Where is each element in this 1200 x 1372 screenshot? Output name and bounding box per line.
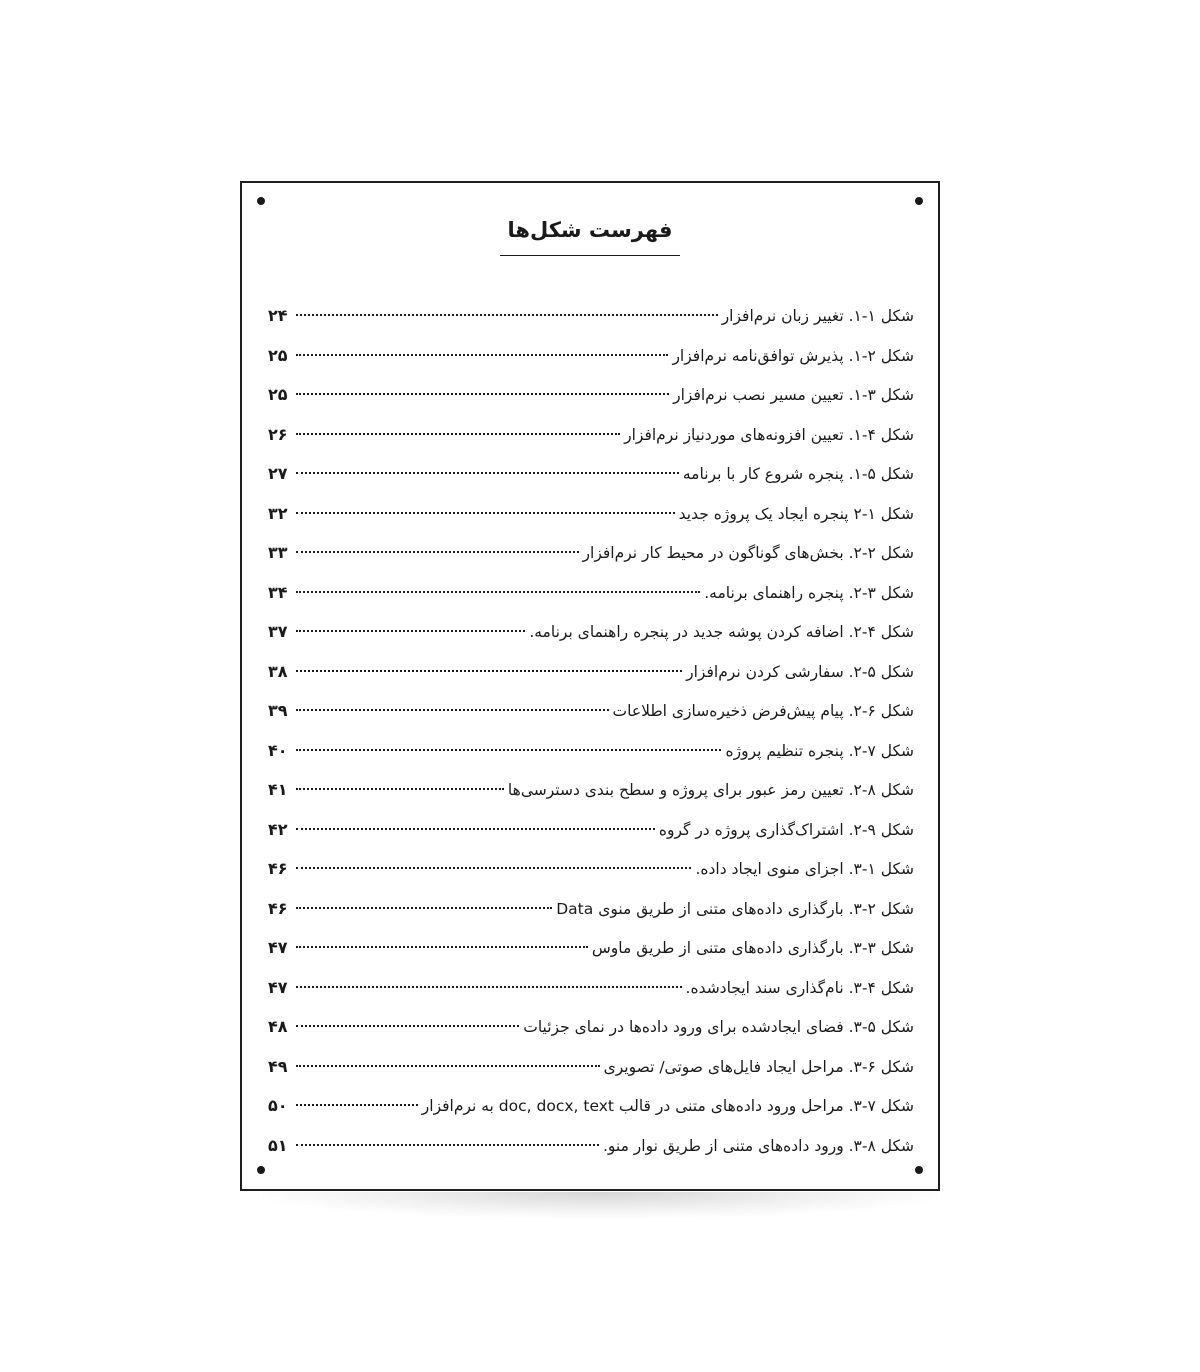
dot-leader: [296, 1104, 418, 1106]
figure-entry-label: شکل ۲-۱. پذیرش توافق‌نامه نرم‌افزار: [672, 346, 914, 365]
figure-entry-label: شکل ۵-۲. سفارشی کردن نرم‌افزار: [686, 662, 914, 681]
document-page: [240, 181, 940, 1191]
figure-entry-label: شکل ۳-۲. پنجره راهنمای برنامه.: [704, 583, 914, 602]
figure-entry: [268, 849, 914, 889]
figure-entry-page-number: ۴۰: [268, 740, 288, 760]
figure-entry-page-number: ۲۵: [268, 385, 288, 404]
figure-entry-label: شکل ۸-۳. ورود داده‌های متنی از طریق نوار منو.: [602, 1136, 914, 1155]
figure-entry: [268, 454, 914, 494]
dot-leader: [296, 314, 718, 316]
figure-entry-page-number: ۳۲: [268, 503, 288, 523]
page-shadow: [262, 1192, 938, 1218]
figure-entry: [268, 1007, 914, 1047]
figure-entry-label: شکل ۷-۳. مراحل ورود داده‌های متنی در قالب doc, docx, text به نرم‌افزار: [421, 1097, 914, 1115]
figure-entry-label: شکل ۶-۲. پیام پیش‌فرض ذخیره‌سازی اطلاعات: [612, 702, 914, 720]
dot-leader: [296, 1065, 600, 1067]
figure-entry-page-number: ۳۴: [268, 582, 288, 602]
dot-leader: [296, 749, 721, 751]
figure-entry: [268, 652, 914, 692]
figure-entry-page-number: ۴۹: [268, 1056, 288, 1076]
figure-entry: [268, 1126, 914, 1166]
figure-entry-label: شکل ۹-۲. اشتراک‌گذاری پروژه در گروه: [658, 820, 914, 839]
figure-entry: [268, 889, 914, 929]
figure-entry-label: شکل ۴-۲. اضافه کردن پوشه جدید در پنجره راهنمای برنامه.: [529, 623, 914, 641]
figure-entry: [268, 375, 914, 415]
figure-entry: [268, 1047, 914, 1087]
dot-leader: [296, 788, 504, 790]
figure-entry: [268, 770, 914, 810]
figure-entry: [268, 731, 914, 771]
figure-entry-page-number: ۳۷: [268, 622, 288, 641]
dot-leader: [296, 709, 609, 711]
dot-leader: [296, 828, 655, 830]
figure-entry-label: شکل ۵-۳. فضای ایجادشده برای ورود داده‌ها در نمای جزئیات: [523, 1018, 914, 1036]
figure-entry: [268, 928, 914, 968]
figure-entry-page-number: ۲۴: [268, 306, 288, 325]
dot-leader: [296, 986, 682, 988]
figure-entry: [268, 968, 914, 1008]
dot-leader: [296, 393, 669, 395]
figure-entry-page-number: ۵۱: [268, 1135, 288, 1155]
figure-entry: [268, 336, 914, 376]
figure-entry-page-number: ۵۰: [268, 1096, 288, 1115]
dot-leader: [296, 472, 679, 474]
figure-entry-label: شکل ۶-۳. مراحل ایجاد فایل‌های صوتی/ تصویری: [603, 1057, 914, 1076]
figure-entry-page-number: ۳۸: [268, 661, 288, 681]
figure-entry-label: شکل ۳-۱. تعیین مسیر نصب نرم‌افزار: [673, 386, 914, 404]
figure-entry-page-number: ۳۹: [268, 701, 288, 720]
figure-entry-label: شکل ۵-۱. پنجره شروع کار با برنامه: [682, 465, 914, 483]
figure-entry-page-number: ۳۳: [268, 543, 288, 562]
dot-leader: [296, 907, 552, 909]
figure-entry: [268, 296, 914, 336]
figure-entry-label: شکل ۲-۳. بارگذاری داده‌های متنی از طریق منوی Data: [556, 899, 914, 918]
figure-entry: [268, 691, 914, 731]
figure-entry: [268, 573, 914, 613]
dot-leader: [296, 630, 525, 632]
figure-entry-label: شکل ۴-۱. تعیین افزونه‌های موردنیاز نرم‌افزار: [624, 425, 914, 444]
dot-leader: [296, 354, 668, 356]
figure-entry-label: شکل ۴-۳. نام‌گذاری سند ایجادشده.: [685, 978, 914, 997]
dot-leader: [296, 591, 700, 593]
figure-entry: [268, 415, 914, 455]
corner-dot-bottom-left: [257, 1166, 265, 1174]
dot-leader: [296, 551, 579, 553]
figure-entry: [268, 1086, 914, 1126]
figure-entry: [268, 612, 914, 652]
dot-leader: [296, 670, 682, 672]
figure-entry: [268, 533, 914, 573]
figure-entry-page-number: ۴۶: [268, 859, 288, 878]
figure-entry-page-number: ۴۲: [268, 819, 288, 839]
page-title: فهرست شکل‌ها: [500, 213, 681, 256]
dot-leader: [296, 867, 691, 869]
figure-entry: [268, 494, 914, 534]
corner-dot-bottom-right: [915, 1166, 923, 1174]
figure-entry-label: شکل ۱-۳. اجزای منوی ایجاد داده.: [695, 860, 914, 878]
dot-leader: [296, 1025, 519, 1027]
figure-entry-page-number: ۴۷: [268, 977, 288, 997]
dot-leader: [296, 433, 620, 435]
title-wrapper: [242, 213, 938, 256]
figure-list: [268, 296, 914, 1165]
dot-leader: [296, 946, 588, 948]
figure-entry-page-number: ۴۱: [268, 780, 288, 799]
figure-entry-label: شکل ۸-۲. تعیین رمز عبور برای پروژه و سطح بندی دسترسی‌ها: [507, 781, 914, 799]
figure-entry-page-number: ۲۶: [268, 424, 288, 444]
figure-entry-page-number: ۴۸: [268, 1017, 288, 1036]
figure-entry-page-number: ۲۷: [268, 464, 288, 483]
corner-dot-top-right: [915, 197, 923, 205]
dot-leader: [296, 512, 675, 514]
corner-dot-top-left: [257, 197, 265, 205]
figure-entry-page-number: ۲۵: [268, 345, 288, 365]
figure-entry-label: شکل ۲-۲. بخش‌های گوناگون در محیط کار نرم‌افزار: [582, 544, 914, 562]
figure-entry-page-number: ۴۷: [268, 938, 288, 957]
figure-entry-label: شکل ۷-۲. پنجره تنظیم پروژه: [725, 741, 914, 760]
figure-entry-label: شکل ۳-۳. بارگذاری داده‌های متنی از طریق ماوس: [591, 939, 914, 957]
figure-entry-label: شکل ۱-۱. تغییر زبان نرم‌افزار: [721, 307, 914, 325]
figure-entry-page-number: ۴۶: [268, 898, 288, 918]
figure-entry: [268, 810, 914, 850]
dot-leader: [296, 1144, 599, 1146]
figure-entry-label: شکل ۱-۲ پنجره ایجاد یک پروژه جدید: [678, 504, 914, 523]
